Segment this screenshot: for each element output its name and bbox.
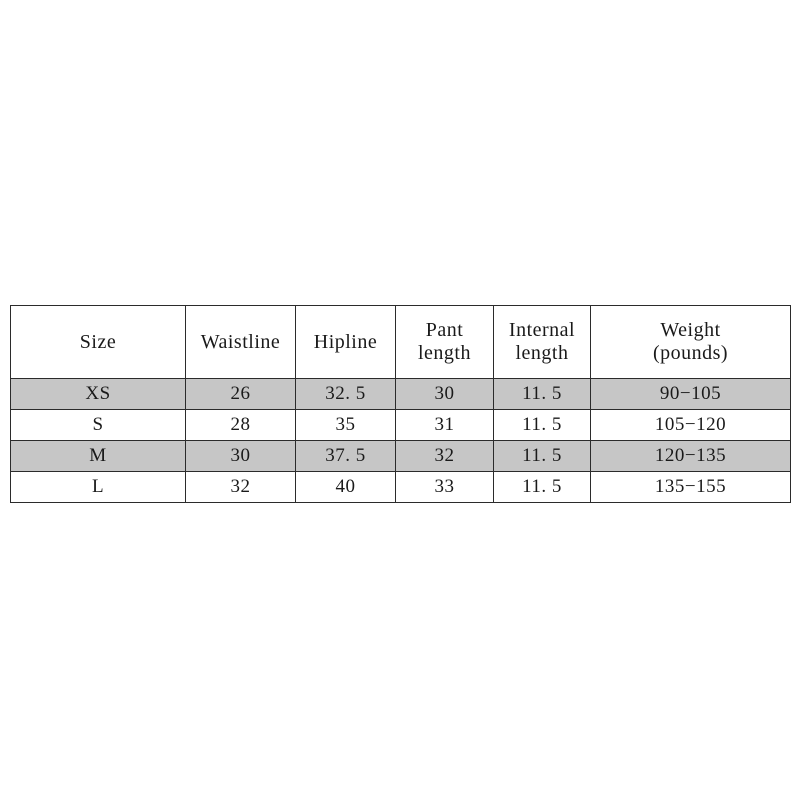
cell-internal-length: 11. 5: [494, 441, 591, 472]
column-header-size: [11, 306, 186, 379]
cell-size: XS: [11, 379, 186, 410]
column-header-internal-length-line2: length: [515, 342, 569, 364]
column-header-hipline: [296, 306, 396, 379]
column-header-internal-length: [494, 306, 591, 379]
cell-pant-length: 31: [396, 410, 494, 441]
column-header-pant-length-line2: length: [418, 342, 471, 364]
column-header-pant-length-line1: Pant: [425, 319, 464, 341]
cell-hipline: 37. 5: [296, 441, 396, 472]
column-header-size-line1: Size: [79, 330, 117, 353]
cell-size: M: [11, 441, 186, 472]
cell-internal-length: 11. 5: [494, 472, 591, 503]
table-row: [11, 379, 791, 410]
table-row: [11, 410, 791, 441]
column-header-hipline-line1: Hipline: [313, 330, 378, 353]
cell-weight: 120−135: [591, 441, 791, 472]
cell-waistline: 30: [186, 441, 296, 472]
cell-size: L: [11, 472, 186, 503]
cell-pant-length: 32: [396, 441, 494, 472]
cell-hipline: 35: [296, 410, 396, 441]
table-row: [11, 472, 791, 503]
size-chart-body: [11, 379, 791, 503]
column-header-waistline: [186, 306, 296, 379]
cell-hipline: 32. 5: [296, 379, 396, 410]
cell-waistline: 32: [186, 472, 296, 503]
column-header-waistline-line1: Waistline: [200, 330, 281, 353]
cell-internal-length: 11. 5: [494, 379, 591, 410]
cell-internal-length: 11. 5: [494, 410, 591, 441]
table-row: [11, 441, 791, 472]
cell-size: S: [11, 410, 186, 441]
cell-waistline: 26: [186, 379, 296, 410]
size-chart-header: [11, 306, 791, 379]
column-header-weight: [591, 306, 791, 379]
cell-hipline: 40: [296, 472, 396, 503]
size-chart-table: [10, 305, 791, 503]
cell-weight: 105−120: [591, 410, 791, 441]
table-header-row: [11, 306, 791, 379]
column-header-weight-line2: (pounds): [652, 342, 729, 364]
cell-waistline: 28: [186, 410, 296, 441]
column-header-weight-line1: Weight: [660, 319, 721, 341]
cell-pant-length: 33: [396, 472, 494, 503]
cell-pant-length: 30: [396, 379, 494, 410]
cell-weight: 135−155: [591, 472, 791, 503]
size-chart-container: [10, 305, 790, 503]
cell-weight: 90−105: [591, 379, 791, 410]
column-header-pant-length: [396, 306, 494, 379]
column-header-internal-length-line1: Internal: [508, 319, 576, 341]
